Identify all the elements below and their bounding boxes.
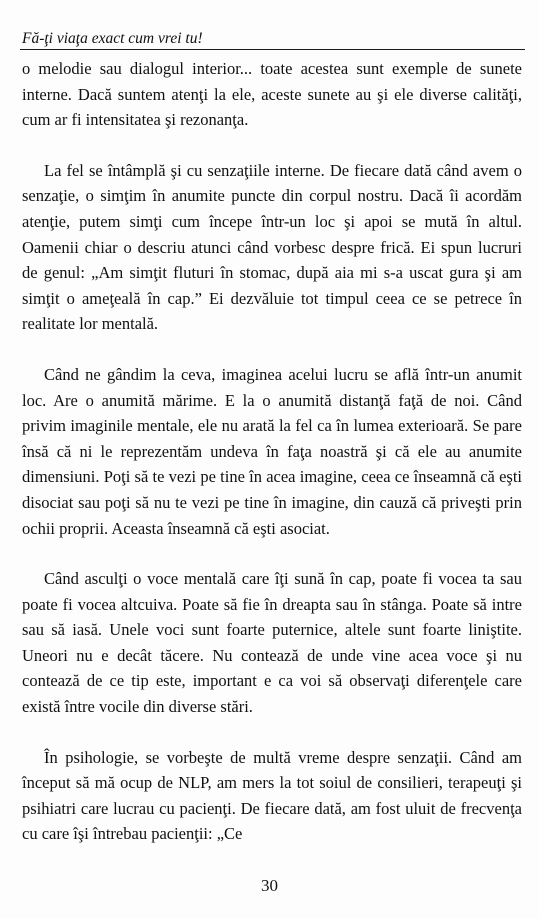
paragraph: o melodie sau dialogul interior... toate acestea sunt exemple de sunete interne. Dacă suntem atenţi la ele, aceste sunete au şi ele diverse calităţi, cum ar fi intensitatea şi rezonanţa.: [22, 59, 522, 130]
header-rule: [20, 49, 525, 50]
paragraph: Când ne gândim la ceva, imaginea acelui lucru se află într-un anumit loc. Are o anumită mărime. E la o anumită distanţă faţă de noi. Când privim imaginile mentale, ele nu arată la fel ca în lumea exterioară. Se pare însă că ni le reprezentăm undeva în faţa noastră şi că ele au anumite dimensiuni. Poţi să te vezi pe tine în acea imagine, ceea ce înseamnă că eşti disociat sau poţi să nu te vezi pe tine în imagine, din cauză că priveşti prin ochii proprii. Aceasta înseamnă că eşti asociat.: [22, 364, 522, 538]
body-text: [22, 56, 522, 847]
page-number: 30: [261, 876, 278, 895]
paragraph: Când asculţi o voce mentală care îţi sună în cap, poate fi vocea ta sau poate fi vocea altcuiva. Poate să fie în dreapta sau în stânga. Poate să intre sau să iasă. Unele voci sunt foarte puternice, altele sunt foarte liniştite. Uneori nu e decât tăcere. Nu contează de unde vine acea voce şi nu contează de ce tip este, important e ca voi să observaţi diferenţele care există între vocile din diverse stări.: [22, 569, 522, 717]
running-title: Fă-ţi viaţa exact cum vrei tu!: [22, 30, 203, 47]
paragraph: În psihologie, se vorbeşte de multă vreme despre senzaţii. Când am început să mă ocup de NLP, am mers la tot soiul de consilieri, terapeuţi şi psihiatri care lucrau cu pacienţi. De fiecare dată, am fost uluit de frecvenţa cu care îşi întrebau pacienţii: „Ce: [22, 747, 522, 844]
paragraph: La fel se întâmplă şi cu senzaţiile interne. De fiecare dată când avem o senzaţie, o simţim în anumite puncte din corpul nostru. Dacă îi acordăm atenţie, putem simţi cum începe într-un loc şi apoi se mută în altul. Oamenii chiar o descriu atunci când vorbesc despre frică. Ei spun lucruri de genul: „Am simţit fluturi în stomac, după aia mi s-a uscat gura şi am simţit o ameţeală în cap.” Ei dezvăluie tot timpul ceea ce se petrece în realitate lor mentală.: [22, 160, 522, 334]
